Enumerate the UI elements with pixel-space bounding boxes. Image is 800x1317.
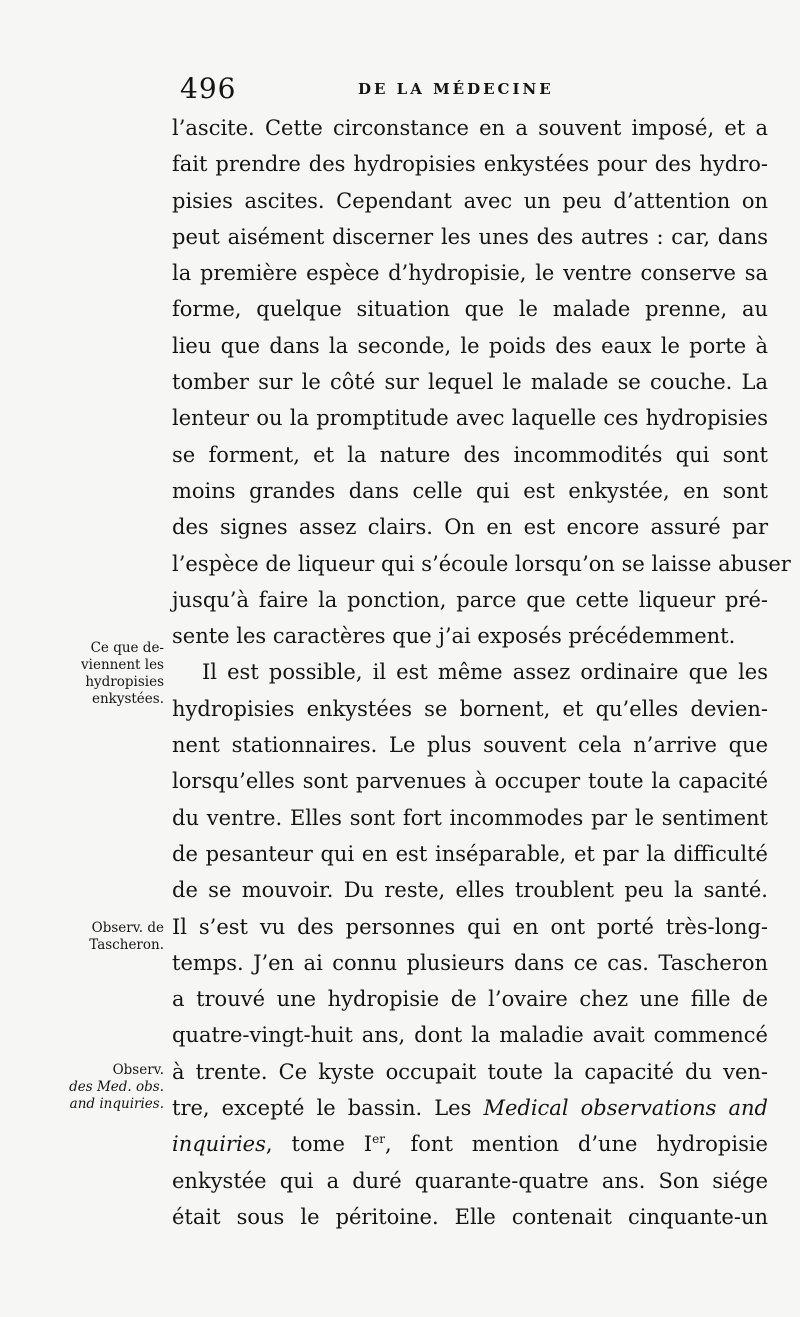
text-line (172, 1090, 768, 1126)
margin-note-line: Observ. de (91, 920, 164, 936)
text-line: Il est possible, il est même assez ordinaire que les (202, 660, 768, 685)
italic-title: inquiries (172, 1132, 266, 1157)
text-line: à trente. Ce kyste occupait toute la capacité du ven- (172, 1059, 768, 1084)
text-run: , font mention d’une hydropisie (384, 1132, 768, 1157)
running-title: DE LA MÉDECINE (358, 80, 554, 98)
text-line: enkystée qui a duré quarante-quatre ans. Son siége (172, 1168, 768, 1193)
text-line: quatre-vingt-huit ans, dont la maladie avait commencé (172, 1023, 768, 1048)
text-line: l’ascite. Cette circonstance en a souvent imposé, et a (172, 116, 768, 140)
text-line: de pesanteur qui en est inséparable, et par la difficulté (172, 841, 768, 866)
margin-note-medical-observations (54, 1062, 164, 1113)
text-line: moins grandes dans celle qui est enkystée, en sont (172, 478, 768, 503)
text-line: nent stationnaires. Le plus souvent cela n’arrive que (172, 733, 768, 758)
margin-note-line: des Med. obs. (69, 1079, 164, 1095)
margin-note-line: and inquiries. (69, 1096, 164, 1112)
text-line: du ventre. Elles sont fort incommodes par le sentiment (172, 805, 768, 830)
margin-note-line: viennent les (81, 657, 164, 673)
text-line: fait prendre des hydropisies enkystées pour des hydro- (172, 152, 768, 177)
text-line: temps. J’en ai connu plusieurs dans ce cas. Tascheron (172, 950, 768, 975)
text-line: tomber sur le côté sur lequel le malade se couche. La (172, 370, 768, 395)
text-line: l’espèce de liqueur qui s’écoule lorsqu’on se laisse abuser (172, 551, 791, 576)
text-line: de se mouvoir. Du reste, elles troublent peu la santé. (172, 878, 768, 903)
page-number: 496 (180, 72, 237, 105)
text-line: a trouvé une hydropisie de l’ovaire chez une fille de (172, 987, 768, 1012)
margin-note-line: Tascheron. (89, 937, 164, 953)
margin-note-line: Observ. (112, 1062, 164, 1078)
text-run: , tome I (265, 1132, 373, 1157)
text-line: la première espèce d’hydropisie, le ventre conserve sa (172, 261, 768, 286)
margin-note-hydropisies (54, 640, 164, 708)
text-line: jusqu’à faire la ponction, parce que cette liqueur pré- (172, 587, 768, 612)
text-line: lenteur ou la promptitude avec laquelle ces hydropisies (172, 406, 768, 431)
margin-note-line: Ce que de- (90, 640, 164, 656)
text-line: peut aisément discerner les unes des autres : car, dans (172, 224, 768, 249)
text-line: lorsqu’elles sont parvenues à occuper toute la capacité (172, 769, 768, 794)
text-line: sente les caractères que j’ai exposés précédemment. (172, 624, 736, 649)
text-line (172, 1126, 768, 1162)
text-line: des signes assez clairs. On en est encore assuré par (172, 515, 768, 540)
page-header (0, 72, 800, 108)
margin-note-line: enkystées. (91, 691, 164, 707)
text-line: hydropisies enkystées se bornent, et qu’elles devien- (172, 696, 768, 721)
superscript: er (372, 1132, 385, 1147)
text-line: forme, quelque situation que le malade prenne, au (172, 297, 768, 322)
margin-note-tascheron (54, 920, 164, 954)
text-line: était sous le péritoine. Elle contenait cinquante-un (172, 1204, 768, 1229)
italic-title: Medical observations and (483, 1096, 768, 1121)
text-line: lieu que dans la seconde, le poids des eaux le porte à (172, 333, 768, 358)
text-line: pisies ascites. Cependant avec un peu d’attention on (172, 188, 768, 213)
text-run: tre, excepté le bassin. Les (172, 1096, 484, 1121)
margin-note-line: hydropisies (85, 674, 164, 690)
body-text (172, 110, 791, 1235)
text-line: Il s’est vu des personnes qui en ont porté très-long- (172, 914, 768, 939)
text-line: se forment, et la nature des incommodités qui sont (172, 442, 768, 467)
